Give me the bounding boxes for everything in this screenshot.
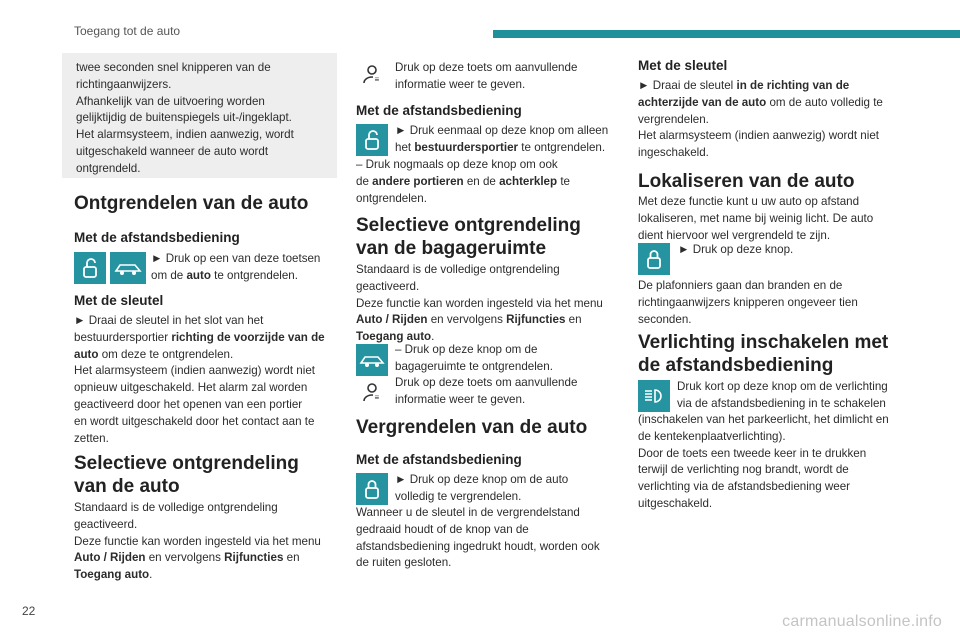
header-accent-bar <box>493 30 960 38</box>
svg-text:≡: ≡ <box>374 75 380 84</box>
padlock-open-icon <box>74 252 106 284</box>
selective2-text: Standaard is de volledige ontgrendeling geactiveerd. Deze functie kan worden ingesteld via het menu Auto / Rijden en vervolgens Rijfuncties en Toegang auto. <box>356 263 603 344</box>
info2-text: Druk op deze toets om aanvullende informatie weer te geven. <box>395 376 578 406</box>
heading-locate: Lokaliseren van de auto <box>638 171 855 192</box>
lights-text-b: (inschakelen van het parkeerlicht, het dimlicht en de kentekenplaatverlichting). Door de toets een tweede keer in te drukken terwijl de verlichting nog brandt, wordt de verlichting via de afstandsbediening weer uitgeschakeld. <box>638 413 889 510</box>
info1-text: Druk op deze toets om aanvullende informatie weer te geven. <box>395 61 578 91</box>
locate-text-a: Met deze functie kunt u uw auto op afstand lokaliseren, met name bij weinig licht. De auto dient hiervoor wel vergrendeld te zijn. <box>638 195 874 242</box>
header-section-title: Toegang tot de auto <box>74 24 181 38</box>
locate-text-c: De plafonniers gaan dan branden en de richtingaanwijzers knipperen ongeveer tien seconden. <box>638 279 858 326</box>
trunk-text: – Druk op deze knop om de bagageruimte te ontgrendelen. <box>395 343 553 373</box>
padlock-open-icon <box>356 124 388 156</box>
heading-lock: Vergrendelen van de auto <box>356 417 588 438</box>
padlock-closed-icon <box>638 243 670 275</box>
heading-lights: Verlichting inschakelen met de afstandsbediening <box>638 332 889 376</box>
remote3-text-b: Wanneer u de sleutel in de vergrendelstand gedraaid houdt of de knop van de afstandsbediening ingedrukt houdt, worden ook de ruiten gesloten. <box>356 506 600 570</box>
heading-selective-unlock: Selectieve ontgrendeling van de auto <box>74 453 299 497</box>
headlight-icon <box>638 380 670 412</box>
note-text: twee seconden snel knipperen van de richtingaanwijzers. Afhankelijk van de uitvoering worden gelijktijdig de buitenspiegels uit-/ingeklapt. Het alarmsysteem, indien aanwezig, wordt uitgeschakeld wanneer de auto wordt ontgrendeld. <box>76 61 294 175</box>
person-info-icon <box>356 376 388 408</box>
locate-text-b: ► Druk op deze knop. <box>678 243 794 256</box>
heading-remote-3: Met de afstandsbediening <box>356 452 522 467</box>
remote2-text-a: ► Druk eenmaal op deze knop om alleen het bestuurdersportier te ontgrendelen. <box>395 124 609 154</box>
heading-key-1: Met de sleutel <box>74 293 164 308</box>
padlock-closed-icon <box>356 473 388 505</box>
heading-selective-trunk: Selectieve ontgrendeling van de bagageruimte <box>356 215 581 259</box>
car-icon <box>110 252 146 284</box>
remote2-text-b: – Druk nogmaals op deze knop om ook de andere portieren en de achterklep te ontgrendelen. <box>356 158 570 205</box>
page-number: 22 <box>22 604 36 618</box>
heading-unlock: Ontgrendelen van de auto <box>74 193 309 214</box>
heading-key-2: Met de sleutel <box>638 58 728 73</box>
remote1-text: ► Druk op een van deze toetsen om de auto te ontgrendelen. <box>151 252 321 282</box>
lights-text-a: Druk kort op deze knop om de verlichting via de afstandsbediening in te schakelen <box>677 380 888 410</box>
key1-text: ► Draai de sleutel in het slot van het bestuurdersportier richting de voorzijde van de auto om deze te ontgrendelen. Het alarmsysteem (indien aanwezig) wordt niet opnieuw uitgeschakeld. Het alarm zal worden geactiveerd door het openen van een portier en wordt uitgeschakeld door het contact aan te zetten. <box>74 314 325 445</box>
remote3-text-a: ► Druk op deze knop om de auto volledig te vergrendelen. <box>395 473 569 503</box>
car-icon <box>356 344 388 376</box>
heading-remote-1: Met de afstandsbediening <box>74 230 240 245</box>
person-info-icon <box>356 58 388 90</box>
key2-text: ► Draai de sleutel in de richting van de achterzijde van de auto om de auto volledig te vergrendelen. Het alarmsysteem (indien aanwezig) wordt niet ingeschakeld. <box>638 79 883 160</box>
heading-remote-2: Met de afstandsbediening <box>356 103 522 118</box>
svg-text:≡: ≡ <box>374 393 380 402</box>
watermark: carmanualsonline.info <box>782 613 942 630</box>
selective1-text: Standaard is de volledige ontgrendeling geactiveerd. Deze functie kan worden ingesteld via het menu Auto / Rijden en vervolgens Rijfuncties en Toegang auto. <box>74 501 321 582</box>
